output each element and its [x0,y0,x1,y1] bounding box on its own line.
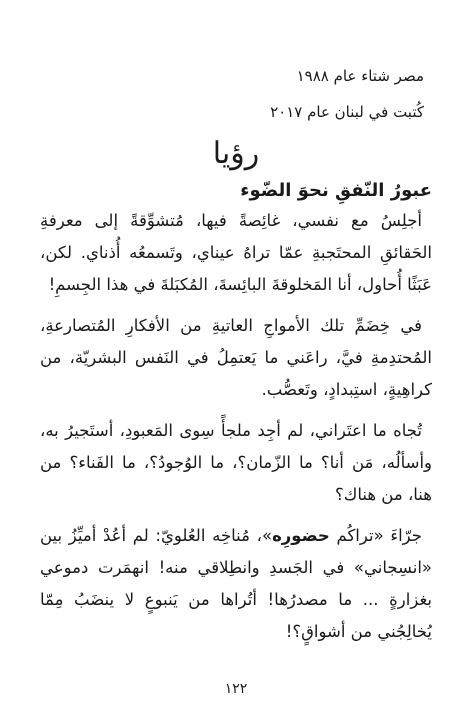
poem-title: رؤيا [212,136,260,171]
date-place-line-2: كُتبت في لبنان عام ٢٠١٧ [270,103,424,121]
paragraph-4-bold-word: حضورِه [272,526,330,545]
paragraph-1: أجلِسُ مع نفسي، غائِصةً فيها، مُتشوِّقةً إلى معرفةِ الحَقائقِ المحتَجبةِ عمّا تراهُ عيناي، وتَسمعُه أُذناي. لكن، عَبَثًا أُحاول، أنا المَخلوقةَ البائِسةَ، المُكبَلةَ في هذا الجِسمِ! [40,211,432,294]
page-number: ١٢٢ [224,681,248,697]
section-subtitle: عبورُ النّفقِ نحوَ الضّوء [240,180,432,201]
paragraph-4-start: جرّاءَ «تراكُم [329,526,422,545]
date-place-line-1: مصر شتاء عام ١٩٨٨ [296,67,424,85]
paragraph-2: في خِضَمِّ تلك الأمواجِ العاتيةِ من الأفكارِ المُتصارعةِ، المُحتدِمةِ فيَّ، راعَني ما يَعتمِلُ في النَفس البشريّة، من كراهِيةٍ، استِبدادٍ، وتَعصُّب. [40,316,432,399]
paragraph-3: تُجاه ما اعتَراني، لم أجِد ملجأً سِوى المَعبودِ، أستَجيرُ به، وأسألُه، مَن أنا؟ ما الزّمان؟، ما الوُجودُ؟، ما الفَناء؟ من هنا، من هناك؟ [40,421,432,504]
body-text [40,205,432,657]
book-page [40,0,432,716]
paragraph-4 [40,520,432,648]
paragraph-4-end: »، مُناخِه العُلويّ: لم أعُدْ أميِّزُ بين «انسِجاني» في الجَسدِ وانطِلاقي منه! انهمَرت دموعي بغزارةٍ ... ما مصدرُها! أتُراها من يَنبوعٍ لا ينضَبُ مِمّا يُخالِجُني من أشواقٍ؟! [40,526,432,641]
